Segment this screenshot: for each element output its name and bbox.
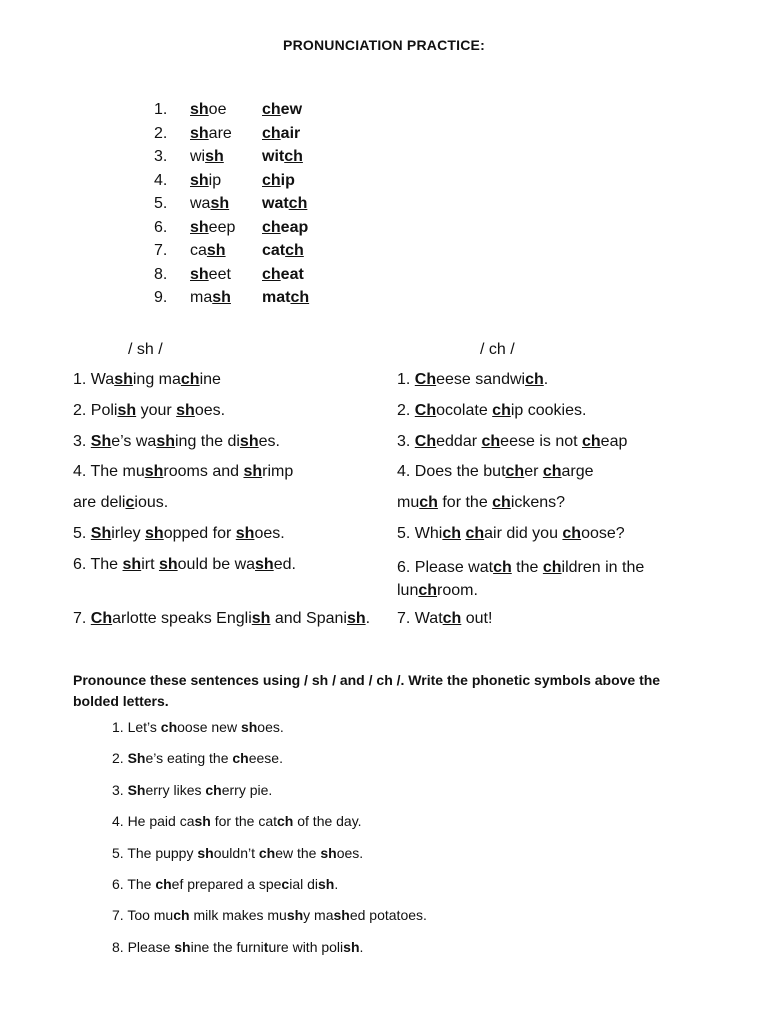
item-number: 6. — [154, 218, 168, 236]
bold-letters: sh — [144, 463, 164, 480]
word-pair-row — [0, 195, 400, 218]
text-segment: ial di — [289, 876, 319, 892]
sh-word — [190, 242, 226, 260]
bold-letters: sh — [286, 907, 304, 924]
text-segment: 5. Whi — [397, 525, 443, 542]
item-number: 2. — [154, 124, 168, 142]
bold-letters: ch — [542, 559, 562, 576]
bold-letters: sh — [145, 525, 164, 542]
text-segment: ine the furni — [190, 938, 264, 955]
text-segment: er — [524, 463, 543, 480]
text-segment: y ma — [303, 907, 334, 924]
bold-letters: ch — [493, 559, 512, 576]
sh-word — [190, 101, 226, 119]
bold-letters: ch — [525, 371, 544, 388]
text-segment: ould be wa — [177, 556, 256, 573]
practice-sentence — [112, 813, 362, 829]
sentence-line — [397, 463, 594, 481]
text-segment: rooms and — [163, 463, 244, 480]
text-segment: opped for — [163, 525, 236, 542]
bold-letters: Ch — [414, 402, 437, 419]
item-number: 3. — [154, 148, 168, 165]
ch-word — [262, 148, 303, 166]
bold-letters: sh — [194, 813, 211, 830]
text-segment: ouldn’t — [213, 844, 259, 861]
practice-sentence — [112, 939, 363, 955]
bold-letters: ch — [173, 907, 190, 924]
bold-letters: ch — [155, 876, 172, 892]
text-segment: oose new — [177, 719, 241, 735]
text-segment: mu — [397, 494, 420, 511]
text-segment: es. — [258, 433, 280, 450]
text-segment: wit — [262, 148, 285, 165]
text-segment: oose? — [581, 525, 625, 542]
practice-sentence — [112, 719, 284, 735]
bold-letters: ch — [419, 494, 438, 511]
bold-letters: sh — [176, 402, 195, 419]
sentence-line — [397, 402, 586, 420]
text-segment: 7. — [73, 610, 91, 627]
text-segment: oes. — [336, 844, 364, 861]
text-segment: oes. — [194, 402, 226, 419]
text-segment: eap — [600, 433, 628, 450]
text-segment: e’s wa — [111, 433, 157, 450]
text-segment: cat — [262, 242, 286, 259]
text-segment: ip — [208, 171, 222, 189]
sh-word — [190, 125, 232, 143]
item-number: 1. — [154, 101, 168, 118]
word-pair-row — [0, 148, 400, 171]
bold-letters: ch — [290, 289, 310, 306]
text-segment: ew the — [275, 844, 321, 861]
text-segment: ure with poli — [268, 938, 344, 955]
ch-word — [262, 172, 295, 190]
text-segment: 7. Wat — [397, 610, 443, 627]
bold-letters: ch — [262, 218, 281, 236]
ch-word — [262, 266, 304, 284]
text-segment: eese is not — [500, 433, 582, 450]
bold-letters: ch — [232, 750, 249, 767]
text-segment: 3. — [112, 781, 128, 798]
text-segment: eep — [208, 218, 236, 236]
sh-word — [190, 289, 231, 307]
bold-letters: Sh — [127, 781, 146, 798]
item-number: 7. — [154, 242, 168, 259]
bold-letters: ch — [492, 402, 511, 419]
text-segment: the — [511, 559, 543, 576]
bold-letters: sh — [197, 844, 214, 861]
text-segment: . — [543, 371, 549, 388]
bold-letters: sh — [156, 433, 175, 450]
text-segment: oe — [208, 101, 227, 118]
text-segment: eap — [280, 218, 309, 236]
text-segment: rimp — [262, 463, 294, 480]
word-pair-row — [0, 125, 400, 148]
text-segment: ip — [280, 171, 295, 189]
bold-letters: sh — [255, 556, 274, 573]
text-segment: . — [334, 876, 339, 892]
text-segment: 1. Let’s — [112, 719, 161, 735]
text-segment: out! — [461, 610, 493, 627]
sh-word — [190, 172, 221, 190]
text-segment: ca — [190, 242, 207, 259]
bold-letters: c — [125, 494, 135, 511]
practice-sentence — [112, 782, 272, 798]
text-segment: ildren in the lun — [397, 559, 645, 599]
text-segment: 4. He paid ca — [112, 813, 195, 830]
text-segment: ocolate — [436, 402, 493, 419]
instructions: Pronounce these sentences using / sh / and / ch /. Write the phonetic symbols above the bolded letters. — [73, 672, 661, 709]
text-segment: ma — [190, 289, 213, 306]
bold-letters: sh — [190, 171, 209, 189]
text-segment: 5. — [73, 525, 91, 542]
bold-letters: Ch — [414, 371, 437, 388]
bold-letters: ch — [262, 124, 281, 142]
text-segment: 7. Too mu — [112, 907, 174, 924]
text-segment: are — [208, 124, 232, 142]
word-pair-row — [0, 101, 400, 124]
sh-header: / sh / — [128, 341, 163, 358]
bold-letters: sh — [206, 242, 226, 259]
text-segment: 4. Does the but — [397, 463, 506, 480]
bold-letters: ch — [481, 433, 501, 450]
text-segment: wi — [190, 148, 206, 165]
text-segment: ed potatoes. — [349, 907, 427, 924]
text-segment: 8. Please — [112, 938, 175, 955]
text-segment: ickens? — [510, 494, 566, 511]
text-segment: . — [359, 938, 364, 955]
sentence-line — [73, 494, 168, 512]
text-segment: irt — [141, 556, 159, 573]
bold-letters: sh — [212, 289, 231, 306]
bold-letters: ch — [284, 148, 303, 165]
sh-word — [190, 266, 231, 284]
text-segment: eet — [208, 265, 231, 283]
text-segment: ip cookies. — [510, 402, 587, 419]
bold-letters: ch — [442, 525, 462, 542]
sentence-line — [73, 402, 225, 420]
text-segment: oes. — [254, 525, 285, 542]
text-segment: 6. The — [112, 876, 156, 892]
text-segment: ing ma — [132, 371, 181, 388]
bold-letters: sh — [114, 371, 133, 388]
bold-letters: sh — [117, 402, 137, 419]
word-pair-row — [0, 289, 400, 312]
bold-letters: Sh — [90, 525, 112, 542]
item-number: 5. — [154, 195, 168, 212]
text-segment: 3. — [397, 433, 415, 450]
bold-letters: sh — [239, 433, 259, 450]
bold-letters: sh — [205, 148, 224, 165]
bold-letters: ch — [562, 525, 582, 542]
text-segment: of the day. — [293, 813, 362, 830]
text-segment: 6. Please wat — [397, 559, 494, 576]
text-segment: air did you — [484, 525, 563, 542]
text-segment: ious. — [134, 494, 169, 511]
sentence-line — [397, 556, 697, 602]
text-segment: ew — [280, 101, 303, 118]
sh-word — [190, 195, 229, 213]
sentence-line — [73, 371, 221, 389]
page-title: PRONUNCIATION PRACTICE: — [283, 37, 485, 53]
text-segment: 4. The mu — [73, 463, 145, 480]
text-segment: wat — [262, 195, 289, 212]
bold-letters: ch — [258, 844, 276, 861]
practice-sentence — [112, 876, 338, 892]
item-number: 8. — [154, 265, 168, 283]
bold-letters: sh — [190, 124, 209, 142]
text-segment: for the — [437, 494, 493, 511]
bold-letters: sh — [190, 101, 209, 118]
bold-letters: sh — [318, 876, 335, 892]
text-segment: 2. — [397, 402, 415, 419]
text-segment: mat — [262, 289, 291, 306]
sentence-line — [397, 494, 565, 512]
sentence-line — [397, 525, 625, 543]
text-segment: ing the di — [174, 433, 240, 450]
ch-word — [262, 289, 309, 307]
bold-letters: Sh — [127, 750, 146, 767]
item-number: 4. — [154, 171, 168, 189]
bold-letters: ch — [262, 171, 281, 189]
text-segment: 5. The puppy — [112, 844, 198, 861]
bold-letters: sh — [190, 218, 209, 236]
text-segment: ef prepared a spe — [171, 876, 282, 892]
bold-letters: ch — [285, 242, 304, 259]
text-segment: are deli — [73, 494, 126, 511]
text-segment: milk makes mu — [189, 907, 287, 924]
bold-letters: ch — [465, 525, 485, 542]
text-segment: 6. The — [73, 556, 123, 573]
text-segment: oes. — [257, 719, 284, 735]
bold-letters: ch — [180, 371, 200, 388]
bold-letters: ch — [277, 813, 294, 830]
bold-letters: sh — [240, 719, 258, 735]
bold-letters: c — [281, 876, 290, 892]
ch-word — [262, 219, 308, 237]
ch-word — [262, 101, 302, 119]
bold-letters: ch — [205, 781, 222, 798]
sentence-line — [397, 433, 627, 451]
bold-letters: sh — [158, 556, 178, 573]
text-segment: ed. — [273, 556, 296, 573]
sh-word — [190, 219, 235, 237]
sentence-line — [397, 610, 492, 628]
bold-letters: Ch — [90, 610, 113, 627]
bold-letters: sh — [122, 556, 142, 573]
bold-letters: t — [263, 938, 269, 955]
bold-letters: sh — [210, 195, 230, 212]
bold-letters: ch — [262, 101, 281, 118]
bold-letters: ch — [582, 433, 601, 450]
text-segment: . — [365, 610, 371, 627]
text-segment: arlotte speaks Engli — [112, 610, 252, 627]
bold-letters: ch — [160, 719, 178, 735]
text-segment: eat — [280, 265, 304, 283]
practice-sentence — [112, 907, 427, 923]
text-segment: arge — [561, 463, 594, 480]
bold-letters: sh — [333, 907, 350, 924]
bold-letters: Ch — [414, 433, 437, 450]
bold-letters: ch — [492, 494, 511, 511]
text-segment: eese. — [248, 750, 283, 767]
item-number: 9. — [154, 289, 168, 306]
sentence-line — [73, 556, 296, 574]
text-segment: 1. — [397, 371, 415, 388]
bold-letters: sh — [190, 265, 209, 283]
sentence-line — [73, 463, 293, 481]
word-pair-row — [0, 266, 400, 289]
text-segment: 3. — [73, 433, 91, 450]
text-segment: irley — [111, 525, 146, 542]
text-segment: 1. Wa — [73, 371, 115, 388]
text-segment: wa — [190, 195, 211, 212]
bold-letters: ch — [262, 265, 281, 283]
ch-header: / ch / — [480, 341, 515, 358]
bold-letters: Sh — [90, 433, 112, 450]
bold-letters: ch — [442, 610, 462, 627]
text-segment: air — [280, 124, 301, 142]
bold-letters: ch — [288, 195, 308, 212]
bold-letters: sh — [343, 938, 360, 955]
text-segment: erry likes — [145, 781, 206, 798]
bold-letters: sh — [320, 844, 337, 861]
practice-sentence — [112, 750, 283, 766]
ch-word — [262, 195, 307, 213]
text-segment: eese sandwi — [436, 371, 526, 388]
text-segment: erry pie. — [221, 781, 273, 798]
text-segment: for the cat — [210, 813, 277, 830]
bold-letters: sh — [346, 610, 366, 627]
text-segment: room. — [437, 582, 478, 599]
practice-sentence — [112, 845, 363, 861]
bold-letters: ch — [542, 463, 562, 480]
ch-word — [262, 125, 300, 143]
bold-letters: sh — [251, 610, 271, 627]
bold-letters: sh — [174, 938, 191, 955]
sentence-line — [73, 610, 370, 628]
text-segment: 2. — [112, 750, 128, 767]
text-segment: your — [136, 402, 177, 419]
bold-letters: sh — [235, 525, 255, 542]
sentence-line — [73, 525, 285, 543]
bold-letters: sh — [243, 463, 263, 480]
text-segment: e’s eating the — [145, 750, 233, 767]
bold-letters: ch — [505, 463, 525, 480]
text-segment: ine — [199, 371, 221, 388]
sentence-line — [397, 371, 548, 389]
sh-word — [190, 148, 224, 166]
word-pair-row — [0, 242, 400, 265]
word-pair-row — [0, 219, 400, 242]
word-pair-row — [0, 172, 400, 195]
ch-word — [262, 242, 304, 260]
text-segment: 2. Poli — [73, 402, 118, 419]
sentence-line — [73, 433, 280, 451]
text-segment: and Spani — [270, 610, 347, 627]
bold-letters: ch — [418, 582, 438, 599]
text-segment: eddar — [436, 433, 482, 450]
